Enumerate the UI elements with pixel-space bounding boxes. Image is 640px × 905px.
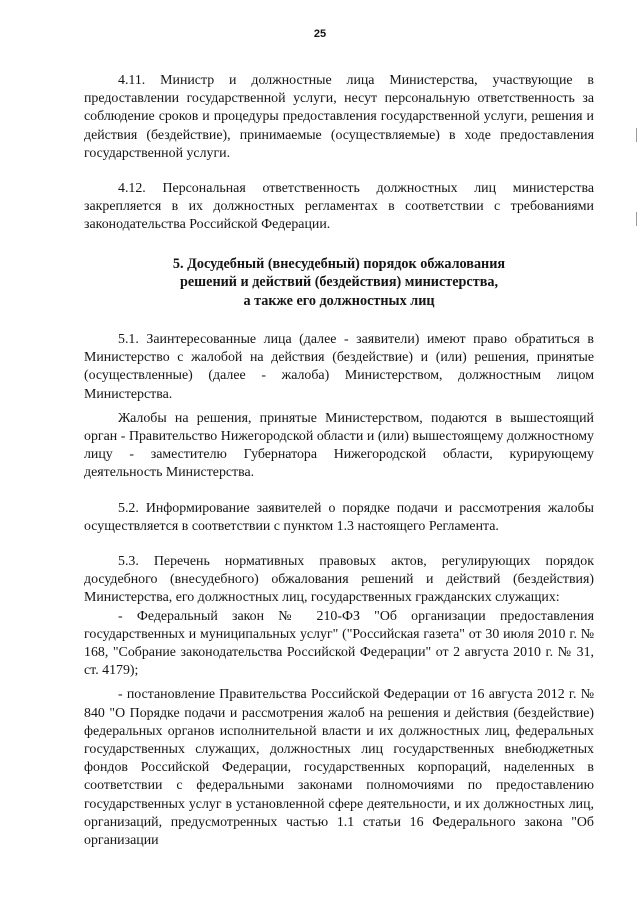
paragraph-5-1-complaints: Жалобы на решения, принятые Министерством, подаются в вышестоящий орган - Правительство Нижегородской области и (или) вышестоящему должностному лицу - заместителю Губернатора Нижегородской области, курирующему деятельность Министерства. — [84, 410, 594, 481]
paragraph-4-11: 4.11. Министр и должностные лица Министерства, участвующие в предоставлении государственной услуги, несут персональную ответственность за соблюдение сроков и процедуры предоставления государственной услуги, решения и действия (бездействие), принимаемые (осуществляемые) в ходе предоставления государственной услуги. — [84, 73, 594, 161]
section-5-heading-line-2: решений и действий (бездействия) министерства, — [179, 274, 498, 291]
scan-margin-mark — [636, 212, 637, 226]
page-number: 25 — [313, 28, 327, 40]
scan-margin-mark — [636, 128, 637, 142]
list-item-decree-840: - постановление Правительства Российской Федерации от 16 августа 2012 г. № 840 "О Порядке подачи и рассмотрения жалоб на решения и действия (бездействие) федеральных органов исполнительной власти и их должностных лиц, федеральных государственных служащих, должностных лиц государственных внебюджетных фондов Российской Федерации, государственных корпораций, наделенных в соответствии с федеральными законами полномочиями по предоставлению государственных услуг в установленной сфере деятельности, и их должностных лиц, организаций, предусмотренных частью 1.1 статьи 16 Федерального закона "Об организации — [84, 687, 594, 849]
document-body — [84, 72, 594, 850]
section-5-heading — [84, 255, 594, 311]
paragraph-4-12: 4.12. Персональная ответственность должностных лиц министерства закрепляется в их должностных регламентах в соответствии с требованиями законодательства Российской Федерации. — [84, 181, 594, 233]
list-item-federal-law-210: - Федеральный закон № 210-ФЗ "Об организации предоставления государственных и муниципальных услуг" ("Российская газета" от 30 июля 2010 г. № 168, "Собрание законодательства Российской Федерации" от 2 августа 2010 г. № 31, ст. 4179); — [84, 608, 594, 679]
paragraph-5-1: 5.1. Заинтересованные лица (далее - заявители) имеют право обратиться в Министерство с жалобой на действия (бездействие) и (или) решения, принятые (осуществленные) (далее - жалоба) Министерством, должностным лицом Министерства. — [84, 332, 594, 402]
section-5-heading-line-3: а также его должностных лиц — [243, 293, 435, 310]
section-5-heading-line-1: 5. Досудебный (внесудебный) порядок обжалования — [172, 255, 506, 272]
paragraph-5-3: 5.3. Перечень нормативных правовых актов, регулирующих порядок досудебного (внесудебного) обжалования решений и действий (бездействия) Министерства, его должностных лиц, государственных гражданских служащих: — [84, 554, 594, 606]
paragraph-5-2: 5.2. Информирование заявителей о порядке подачи и рассмотрения жалобы осуществляется в соответствии с пунктом 1.3 настоящего Регламента. — [84, 500, 594, 534]
